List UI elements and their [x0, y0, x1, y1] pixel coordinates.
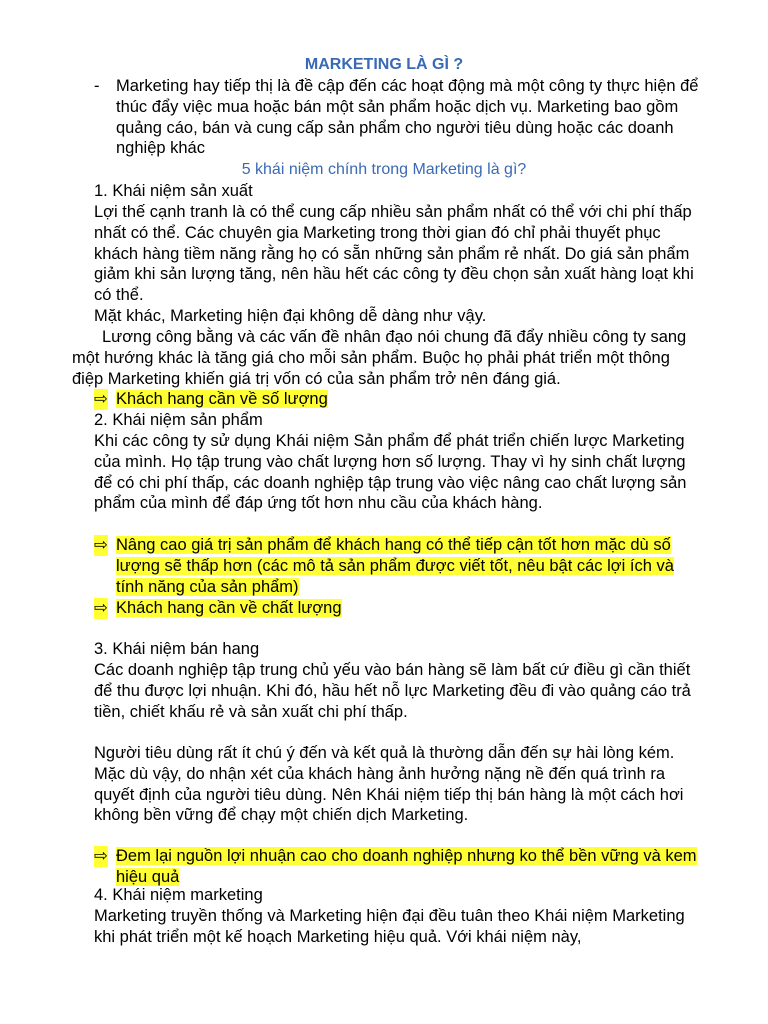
section2-heading: 2. Khái niệm sản phẩm — [94, 411, 263, 429]
section1-arrow-item — [94, 389, 694, 410]
section3-heading: 3. Khái niệm bán hang — [94, 640, 260, 658]
arrow-icon: ⇨ — [94, 847, 108, 865]
arrow-icon: ⇨ — [94, 536, 108, 554]
section4-paragraph-1: Marketing truyền thống và Marketing hiện đại đều tuân theo Khái niệm Marketing khi phát triển một kế hoạch Marketing hiệu quả. Với khái niệm này, — [94, 907, 685, 946]
section3-paragraph-1: Các doanh nghiệp tập trung chủ yếu vào bán hàng sẽ làm bất cứ điều gì cần thiết để thu được lợi nhuận. Khi đó, hầu hết nỗ lực Marketing đều đi vào quảng cáo trả tiền, chiết khấu rẻ và sản xuất chi phí thấp. — [94, 661, 691, 721]
section1-paragraph-3: Lương công bằng và các vấn đề nhân đạo nói chung đã đẩy nhiều công ty sang một hướng khác là tăng giá cho mỗi sản phẩm. Buộc họ phải phát triển một thông điệp Marketing khiến giá trị vốn có của sản phẩm trở nên đáng giá. — [72, 328, 687, 388]
section1-paragraph-2: Mặt khác, Marketing hiện đại không dễ dàng như vậy. — [94, 307, 487, 325]
intro-bullet-item — [94, 76, 714, 159]
dash-bullet-icon: - — [94, 77, 100, 95]
section2-arrow-text-1: Nâng cao giá trị sản phẩm để khách hang có thể tiếp cận tốt hơn mặc dù số lượng sẽ thấp hơn (các mô tả sản phẩm được viết tốt, nêu bật các lợi ích và tính năng của sản phẩm) — [116, 536, 674, 596]
section3-arrow-text: Đem lại nguồn lợi nhuận cao cho doanh nghiệp nhưng ko thể bền vững và kem hiệu quả — [116, 847, 697, 886]
section2-arrow-text-2: Khách hang cần về chất lượng — [116, 599, 342, 617]
section3-arrow-item — [94, 846, 704, 888]
section1-arrow-text: Khách hang cần về số lượng — [116, 390, 328, 408]
intro-text: Marketing hay tiếp thị là đề cập đến các hoạt động mà một công ty thực hiện để thúc đẩy việc mua hoặc bán một sản phẩm hoặc dịch vụ. Marketing bao gồm quảng cáo, bán và cung cấp sản phẩm cho người tiêu dùng hoặc các doanh nghiệp khác — [116, 77, 699, 158]
arrow-icon: ⇨ — [94, 599, 108, 617]
section2-paragraph-1: Khi các công ty sử dụng Khái niệm Sản phẩm để phát triển chiến lược Marketing của mình. Họ tập trung vào chất lượng hơn số lượng. Thay vì hy sinh chất lượng để có chi phí thấp, các doanh nghiệp tập trung vào việc nâng cao chất lượng sản phẩm của mình để đáp ứng tốt hơn nhu cầu của khách hàng. — [94, 432, 687, 513]
section4-heading: 4. Khái niệm marketing — [94, 886, 263, 904]
subtitle: 5 khái niệm chính trong Marketing là gì? — [241, 161, 527, 178]
section2-arrow-item-2 — [94, 598, 694, 619]
arrow-icon: ⇨ — [94, 390, 108, 408]
section1-paragraph-1: Lợi thế cạnh tranh là có thể cung cấp nhiều sản phẩm nhất có thể với chi phí thấp nhất có thể. Các chuyên gia Marketing trong thời gian đó chỉ phải thuyết phục khách hàng tiềm năng rằng họ có sẵn những sản phẩm rẻ nhất. Do giá sản phẩm giảm khi sản lượng tăng, nên hầu hết các công ty đều chọn sản xuất hàng loạt khi có thể. — [94, 203, 694, 305]
section3-paragraph-2: Người tiêu dùng rất ít chú ý đến và kết quả là thường dẫn đến sự hài lòng kém. Mặc dù vậy, do nhận xét của khách hàng ảnh hưởng nặng nề đến quá trình ra quyết định của người tiêu dùng. Nên Khái niệm tiếp thị bán hàng là một cách hơi không bền vững để chạy một chiến dịch Marketing. — [94, 744, 684, 825]
section1-heading: 1. Khái niệm sản xuất — [94, 182, 253, 200]
section2-arrow-item-1 — [94, 535, 684, 597]
page-title: MARKETING LÀ GÌ ? — [304, 56, 464, 73]
